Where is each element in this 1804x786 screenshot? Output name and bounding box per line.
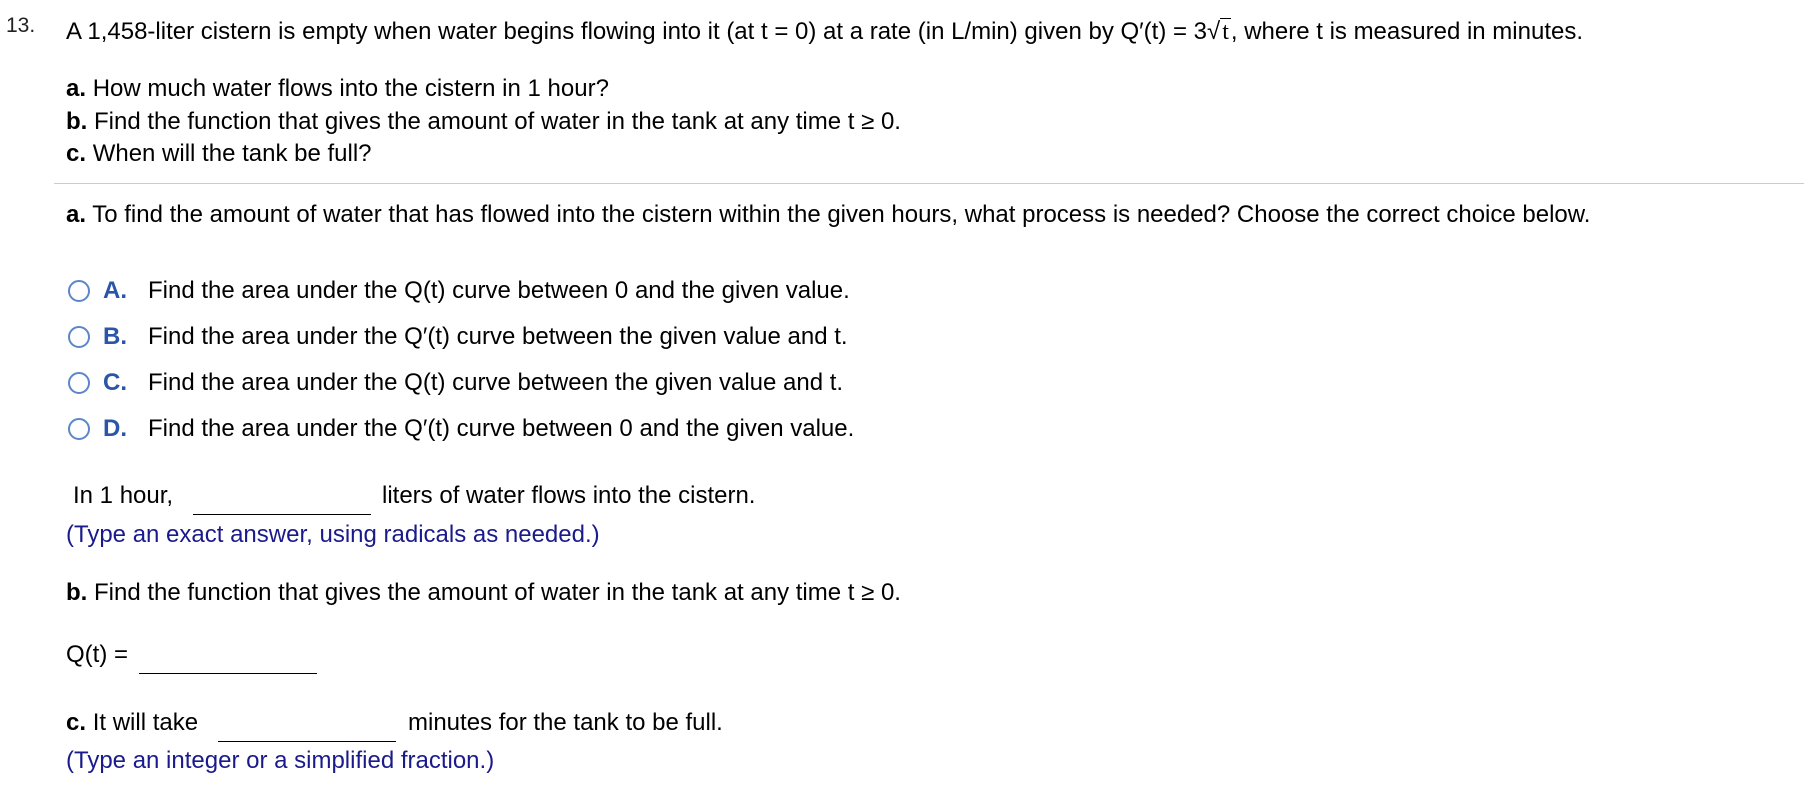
part-b-prompt [66, 579, 901, 607]
choice-text: Find the area under the Q(t) curve between the given value and t. [148, 369, 844, 396]
part-letter: c. [66, 709, 87, 736]
sqrt-expression [1207, 18, 1231, 46]
part-c-answer-line [66, 709, 198, 737]
part-c-answer-input[interactable] [218, 711, 396, 742]
radio-button[interactable] [68, 326, 90, 348]
part-a-answer-prefix: In 1 hour, [73, 482, 174, 509]
part-a-answer-input[interactable] [193, 484, 371, 515]
parts-list-item-b [66, 108, 901, 136]
part-c-answer-prefix: It will take [92, 709, 199, 736]
question-stem [66, 18, 1583, 46]
part-b-prompt-text: Find the function that gives the amount of water in the tank at any time t ≥ 0. [94, 579, 901, 606]
part-c-hint: (Type an integer or a simplified fraction.) [66, 747, 495, 774]
part-a-prompt [66, 201, 1590, 229]
choice-letter: B. [103, 323, 127, 350]
question-number: 13. [6, 14, 36, 37]
part-b-label: Q(t) = [66, 641, 129, 668]
sqrt-argument: t [1222, 19, 1229, 45]
choice-letter: C. [103, 369, 127, 396]
section-divider [54, 183, 1804, 184]
part-text: When will the tank be full? [92, 140, 372, 167]
choice-d[interactable] [68, 413, 854, 445]
part-c-answer-suffix: minutes for the tank to be full. [408, 709, 723, 736]
part-a-prompt-text: To find the amount of water that has flowed into the cistern within the given hours, what process is needed? Choose the correct choice below. [92, 201, 1591, 228]
choice-c[interactable] [68, 367, 843, 399]
question-stem-text: A 1,458-liter cistern is empty when water begins flowing into it (at t = 0) at a rate (in L/min) given by Q′(t) = 3 [66, 18, 1208, 45]
choice-b[interactable] [68, 321, 848, 353]
part-text: How much water flows into the cistern in 1 hour? [92, 75, 609, 102]
part-letter: b. [66, 579, 88, 606]
sqrt-sign: √ [1207, 18, 1221, 45]
part-letter: b. [66, 108, 88, 135]
part-letter: c. [66, 140, 87, 167]
choice-letter: A. [103, 277, 127, 304]
radio-button[interactable] [68, 418, 90, 440]
question-stem-suffix: , where t is measured in minutes. [1230, 18, 1584, 45]
choice-a[interactable] [68, 275, 850, 307]
part-letter: a. [66, 75, 87, 102]
part-text: Find the function that gives the amount of water in the tank at any time t ≥ 0. [94, 108, 901, 135]
parts-list-item-c [66, 140, 372, 168]
choice-letter: D. [103, 415, 127, 442]
choice-text: Find the area under the Q′(t) curve between 0 and the given value. [148, 415, 855, 442]
part-a-answer-suffix: liters of water flows into the cistern. [382, 482, 756, 509]
part-a-hint: (Type an exact answer, using radicals as needed.) [66, 521, 600, 548]
choice-text: Find the area under the Q(t) curve between 0 and the given value. [148, 277, 850, 304]
radio-button[interactable] [68, 280, 90, 302]
choice-text: Find the area under the Q′(t) curve between the given value and t. [148, 323, 848, 350]
parts-list-item-a [66, 75, 609, 103]
radio-button[interactable] [68, 372, 90, 394]
part-b-answer-input[interactable] [139, 643, 317, 674]
part-letter: a. [66, 201, 87, 228]
